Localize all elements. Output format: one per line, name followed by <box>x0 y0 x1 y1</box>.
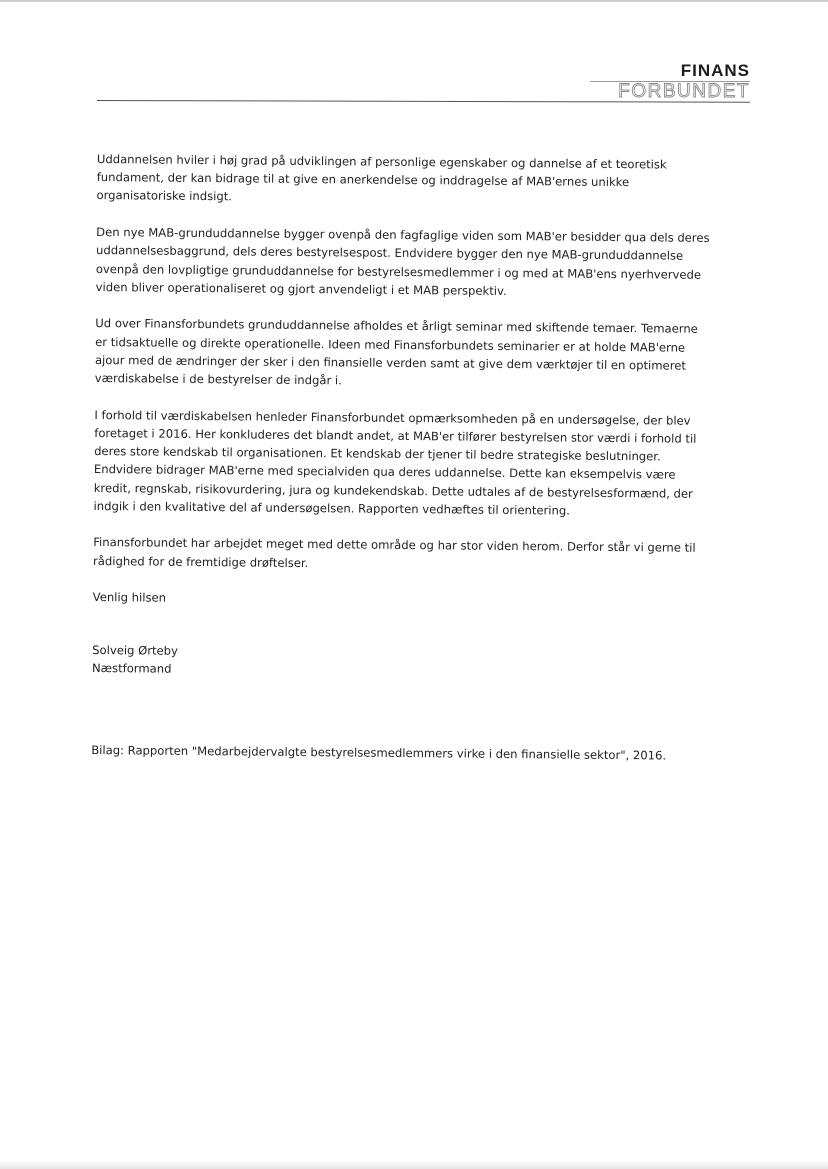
text-line: fundament, der kan bidrage til at give en anerkendelse og inddragelse af MAB'ernes unikke <box>96 170 630 190</box>
text-line: Endvidere bidrager MAB'erne med specialviden qua deres uddannelse. Dette kan eksempelvis være <box>93 462 676 482</box>
signature-title: Næstformand <box>91 660 172 676</box>
logo-word-forbundet: FORBUNDET <box>618 81 750 102</box>
text-line: Finansforbundet har arbejdet meget med dette område og har stor viden herom. Derfor står vi gerne til <box>93 535 696 556</box>
signature-block <box>92 641 722 683</box>
finansforbundet-logo <box>618 62 750 102</box>
scan-edge-top <box>0 0 828 2</box>
signature-name: Solveig Ørteby <box>92 642 179 658</box>
paragraph-seminar <box>95 314 726 393</box>
attachment-note: Bilag: Rapporten "Medarbejdervalgte bestyrelsesmedlemmers virke i den finansielle sektor", 2016. <box>91 742 667 763</box>
text-line: organisatoriske indsigt. <box>96 188 233 204</box>
scan-edge-bottom <box>0 1160 828 1169</box>
text-line: ajour med de ændringer der sker i den finansielle verden samt at give dem værktøjer til en optimeret <box>94 352 686 373</box>
text-line: foretaget i 2016. Her konkluderes det blandt andet, at MAB'er tilfører bestyrelsen stor værdi i forhold til <box>94 425 697 446</box>
paragraph-mab-grunduddannelse <box>96 223 727 302</box>
paragraph-vaerdiskabelse <box>93 406 724 521</box>
text-line: er tidsaktuelle og direkte operationelle. Ideen med Finansforbundets seminarier er at holde MAB'erne <box>95 334 686 355</box>
text-line: ovenpå den lovpligtige grunduddannelse for bestyrelsesmedlemmer i og med at MAB'ens nyerhvervede <box>95 261 702 282</box>
logo-divider <box>590 81 750 82</box>
text-line: Uddannelsen hviler i høj grad på udviklingen af personlige egenskaber og dannelse af et teoretisk <box>96 151 667 172</box>
text-line: rådighed for de fremtidige drøftelser. <box>92 553 309 570</box>
text-line: kredit, regnskab, risikovurdering, jura og kundekendskab. Dette udtales af de bestyrelsesformænd, der <box>93 480 693 501</box>
text-line: I forhold til værdiskabelsen henleder Finansforbundet opmærksomheden på en undersøgelse, der blev <box>94 407 691 428</box>
text-line: værdiskabelse i de bestyrelser de indgår i. <box>94 371 342 388</box>
paragraph-closing-offer <box>93 533 723 575</box>
text-line: deres store kendskab til organisationen. Et kendskab der tjener til bedre strategiske beslutninger. <box>94 444 661 464</box>
text-line: uddannelsesbaggrund, dels deres bestyrelsespost. Endvidere bygger den nye MAB-grunduddannelse <box>95 243 684 263</box>
logo-word-finans: FINANS <box>680 61 750 80</box>
text-line: Den nye MAB-grunduddannelse bygger ovenpå den fagfaglige viden som MAB'er besidder qua dels deres <box>96 225 710 245</box>
letter-body <box>91 150 727 765</box>
closing-greeting: Venlig hilsen <box>92 590 167 606</box>
text-line: Ud over Finansforbundets grunduddannelse afholdes et årligt seminar med skiftende temaer. Temaerne <box>95 316 698 337</box>
text-line: viden bliver operationaliseret og gjort anvendeligt i et MAB perspektiv. <box>95 279 507 298</box>
text-line: indgik i den kvalitative del af undersøgelsen. Rapporten vedhæftes til orientering. <box>93 498 571 518</box>
paragraph-education <box>96 150 726 211</box>
